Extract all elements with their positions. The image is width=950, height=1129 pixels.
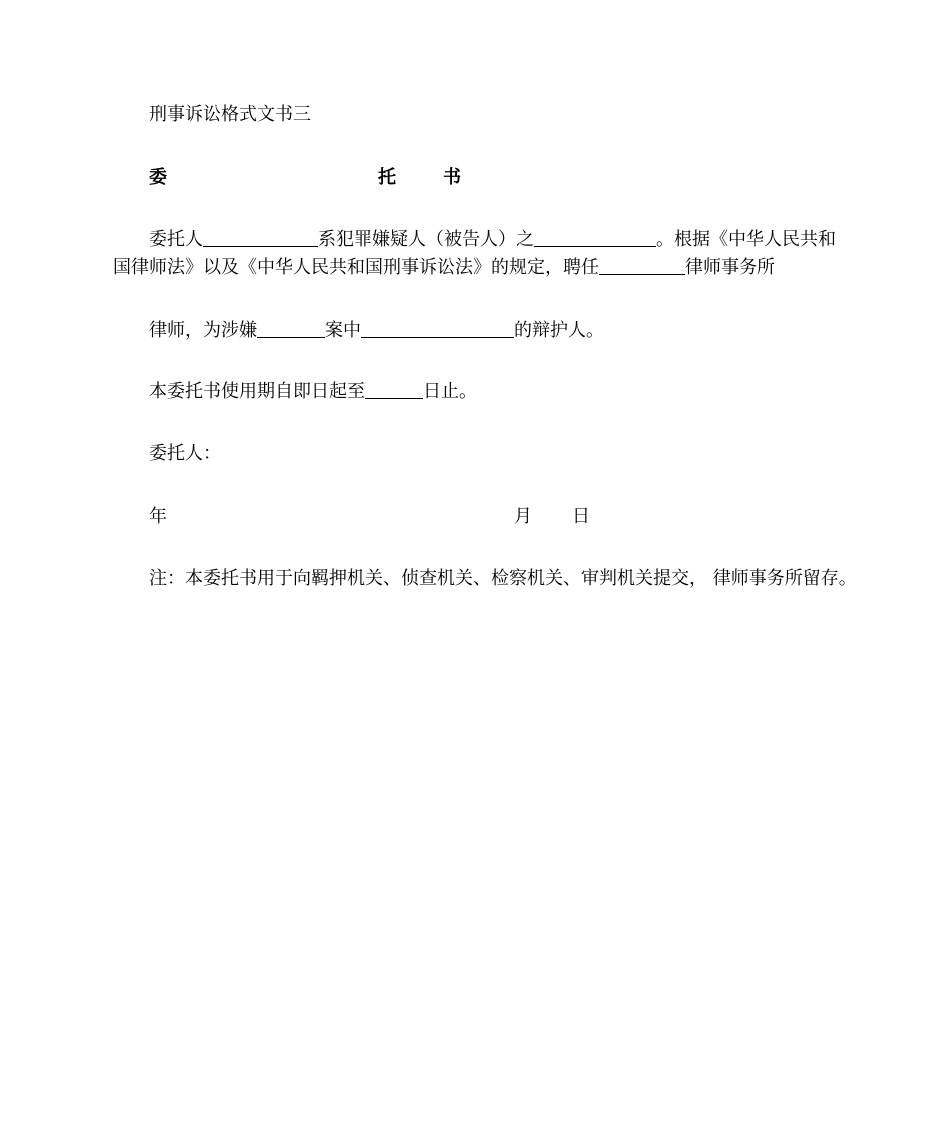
charge-blank: [257, 319, 325, 338]
document-header: 刑事诉讼格式文书三: [149, 104, 311, 125]
relation-text: 系犯罪嫌疑人（被告人）之: [318, 229, 534, 250]
paragraph-1-line-1: [149, 228, 836, 252]
title-char-3: 书: [443, 167, 461, 188]
title-char-2: 托: [378, 167, 396, 188]
date-day: 日: [572, 506, 590, 527]
relation-blank: [534, 228, 656, 247]
title-char-1: 委: [149, 167, 167, 188]
principal-label: 委托人: [149, 229, 203, 250]
validity-text: 本委托书使用期自即日起至: [149, 381, 365, 402]
end-date-blank: [365, 380, 423, 399]
defender-text: 的辩护人。: [514, 320, 604, 341]
law-firm-blank: [599, 256, 685, 275]
end-text: 日止。: [423, 381, 477, 402]
principal-name-blank: [203, 228, 318, 247]
law-firm-label: 律师事务所: [685, 257, 775, 278]
date-month: 月: [514, 506, 532, 527]
date-year: 年: [149, 506, 167, 527]
case-text: 案中: [325, 320, 361, 341]
basis-text: 。根据《中华人民共和: [656, 229, 836, 250]
lawyer-text: 律师，为涉嫌: [149, 320, 257, 341]
law-reference-text: 国律师法》以及《中华人民共和国刑事诉讼法》的规定，聘任: [113, 257, 599, 278]
paragraph-1-line-2: [113, 256, 775, 280]
paragraph-2: [149, 319, 604, 343]
defendant-blank: [361, 319, 514, 338]
note-text: 注：本委托书用于向羁押机关、侦查机关、检察机关、审判机关提交， 律师事务所留存。: [149, 568, 857, 589]
paragraph-3: [149, 380, 477, 404]
signer-label: 委托人：: [149, 443, 221, 464]
